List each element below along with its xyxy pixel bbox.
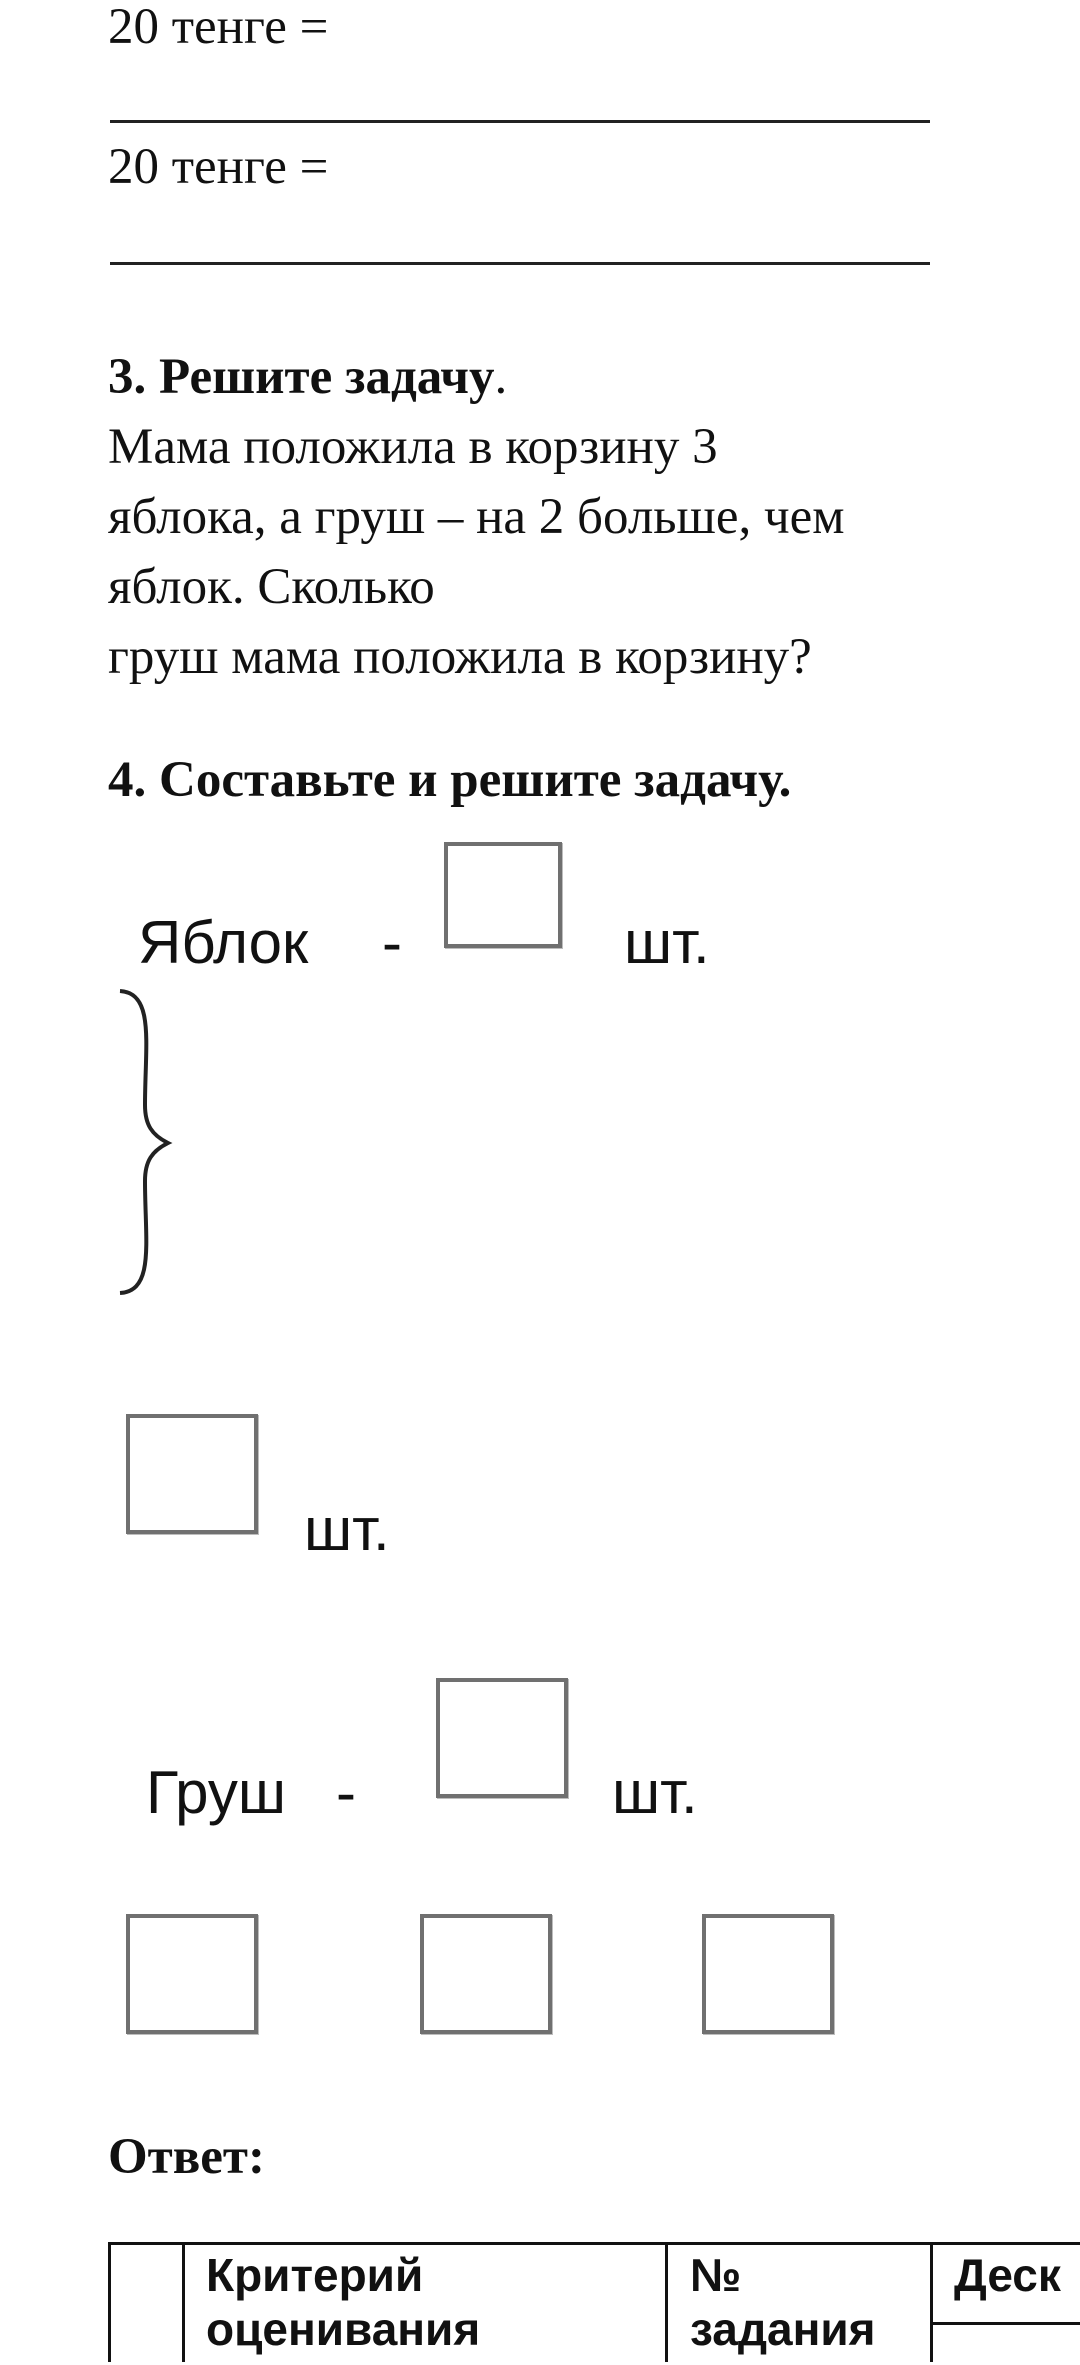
money-line-2: 20 тенге = [108, 139, 329, 195]
task4-heading: 4. Составьте и решите задачу. [108, 752, 792, 808]
answer-underline-2 [110, 262, 930, 265]
table-border-left [108, 2242, 111, 2362]
task3-text-line-1: Мама положила в корзину 3 [108, 419, 718, 475]
operator-box[interactable] [420, 1914, 552, 2034]
task3-heading-row [108, 342, 507, 412]
pears-count-box[interactable] [436, 1678, 568, 1798]
task3-text-line-3: яблок. Сколько [108, 559, 435, 615]
solution-box-2[interactable] [702, 1914, 834, 2034]
total-count-box[interactable] [126, 1414, 258, 1534]
table-subheader-line [930, 2322, 1080, 2325]
criteria-header: Критерий оценивания [206, 2249, 481, 2355]
task3-heading-dot: . [494, 349, 508, 405]
total-unit: шт. [304, 1496, 390, 1563]
descriptor-header: Деск [954, 2249, 1061, 2301]
apples-count-box[interactable] [444, 842, 562, 948]
task3-heading: 3. Решите задачу [108, 349, 495, 405]
apples-label: Яблок [138, 909, 309, 976]
apples-dash: - [382, 909, 402, 976]
answer-label: Ответ: [108, 2129, 265, 2185]
table-divider-3 [930, 2242, 933, 2362]
money-line-1: 20 тенге = [108, 0, 329, 55]
task-number-header: № задания [690, 2249, 876, 2355]
table-divider-2 [665, 2242, 668, 2362]
task3-text-line-4: груш мама положила в корзину? [108, 629, 812, 685]
pears-label: Груш [146, 1759, 286, 1826]
curly-brace-icon [110, 985, 180, 1300]
pears-unit: шт. [612, 1759, 698, 1826]
apples-unit: шт. [624, 909, 710, 976]
table-divider-1 [182, 2242, 185, 2362]
solution-box-1[interactable] [126, 1914, 258, 2034]
task3-text-line-2: яблока, а груш – на 2 больше, чем [108, 489, 845, 545]
pears-dash: - [336, 1759, 356, 1826]
answer-underline-1 [110, 120, 930, 123]
